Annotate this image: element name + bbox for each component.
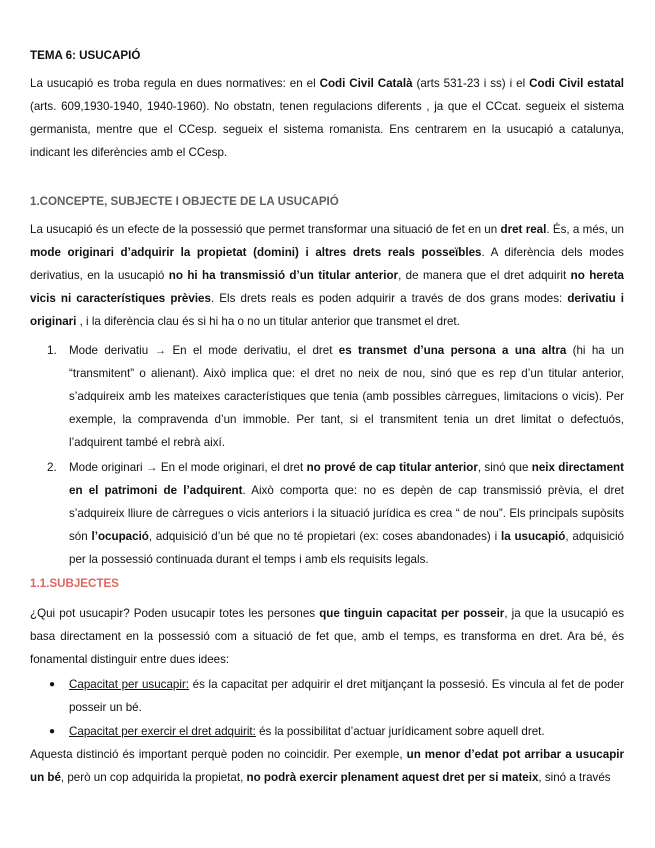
list-number-1: 1. (47, 344, 57, 357)
section-heading-1: 1.CONCEPTE, SUBJECTE I OBJECTE DE LA USUCAPIÓ (30, 195, 339, 208)
item2-text-1: Mode originari → En el mode originari, el dret (69, 461, 307, 474)
bullet1-underlined: Capacitat per usucapir: (69, 678, 190, 691)
item2-bold-2: neix directament en el patrimoni de l’adquirent (69, 461, 624, 497)
item1-text-2: (hi ha un “transmitent” o alienant). Això implica que: el dret no neix de nou, sinó que es rep d’un titular anterior, s’adquireix amb les mateixes característiques que tenia (amb possibles càrregues, limitacions o vicis). Per exemple, la compravenda d’un immoble. Per tant, si el transmitent tenia un dret limitat o defectuós, l’adquirent també el rebrà així. (69, 344, 624, 449)
concept-bold-2: mode originari d’adquirir la propietat (domini) i altres drets reals posseïbles (30, 246, 482, 259)
intro-text-2: (arts 531-23 i ss) i el (412, 77, 530, 90)
item2-text-4: , adquisició d’un bé que no té propietari (ex: coses abandonades) i (148, 530, 501, 543)
distinction-text-2: , però un cop adquirida la propietat, (60, 771, 247, 784)
item2-text-3: . Això comporta que: no es depèn de cap transmissió prèvia, el dret s’adquireix lliure de càrregues o vicis anteriors i la situació jurídica es crea “ de nou”. Els principals supòsits són (69, 484, 624, 543)
bullet1-text: és la capacitat per adquirir el dret mitjançant la possesió. Es vincula al fet de poder posseir un bé. (69, 678, 624, 714)
concept-bold-3: no hi ha transmissió d’un titular anterior (168, 269, 399, 282)
concept-text-4: , de manera que el dret adquirit (398, 269, 571, 282)
concept-bold-4: no hereta vicis ni característiques prèvies (30, 269, 624, 305)
subjects-paragraph (30, 602, 624, 671)
item1-text-1: Mode derivatiu → En el mode derivatiu, el dret (69, 344, 339, 357)
concept-text-2: . És, a més, un (546, 223, 624, 236)
bullet-item-capacity-exercir (69, 720, 624, 743)
bullet2-underlined: Capacitat per exercir el dret adquirit: (69, 725, 256, 738)
item1-bold-1: es transmet d’una persona a una altra (338, 344, 567, 357)
distinction-bold-2: no podrà exercir plenament aquest dret per si mateix (246, 771, 539, 784)
concept-text-6: , i la diferència clau és si hi ha o no un titular anterior que transmet el dret. (76, 315, 460, 328)
list-item-derivative (69, 339, 624, 454)
distinction-text-3: , sinó a través (538, 771, 611, 784)
item2-bold-3: l’ocupació (91, 530, 149, 543)
subjects-text-2: , ja que la usucapió es basa directament en la possessió com a situació de fet que, amb el temps, es transforma en dret. Ara bé, és fonamental distinguir entre dues idees: (30, 607, 624, 666)
section-heading-1-1: 1.1.SUBJECTES (30, 577, 119, 590)
distinction-paragraph (30, 743, 624, 789)
intro-text-3: (arts. 609,1930-1940, 1940-1960). No obstatn, tenen regulacions diferents , ja que el CCcat. segueix el sistema germanista, mentre que el CCesp. segueix el sistema romanista. Ens centrarem en la usucapió a catalunya, indicant les diferències amb el CCesp. (30, 100, 624, 159)
bullet-item-capacity-usucapir (69, 673, 624, 719)
item2-text-2: , sinó que (477, 461, 532, 474)
list-item-original (69, 456, 624, 571)
bullet2-text: és la possibilitat d’actuar jurídicament sobre aquell dret. (255, 725, 545, 738)
document-title: TEMA 6: USUCAPIÓ (30, 49, 141, 62)
concept-text-1: La usucapió és un efecte de la possessió que permet transformar una situació de fet en un (30, 223, 501, 236)
concept-text-5: . Els drets reals es poden adquirir a través de dos grans modes: (210, 292, 568, 305)
concept-bold-5: derivatiu i originari (30, 292, 624, 328)
intro-paragraph (30, 72, 624, 164)
concept-bold-1: dret real (500, 223, 547, 236)
distinction-text-1: Aquesta distinció és important perquè poden no coincidir. Per exemple, (30, 748, 407, 761)
subjects-bold-1: que tinguin capacitat per posseir (319, 607, 505, 620)
item2-bold-4: la usucapió (500, 530, 566, 543)
bullet-icon: ● (49, 679, 56, 690)
item2-text-5: , adquisició per la possessió continuada durant el temps i amb els requisits legals. (69, 530, 624, 566)
subjects-text-1: ¿Qui pot usucapir? Poden usucapir totes les persones (30, 607, 320, 620)
distinction-bold-1: un menor d’edat pot arribar a usucapir un bé (30, 748, 625, 784)
concept-text-3: . A diferència dels modes derivatius, en la usucapió (30, 246, 624, 282)
intro-bold-1: Codi Civil Català (319, 77, 413, 90)
bullet-icon: ● (49, 726, 56, 737)
concept-paragraph (30, 218, 624, 333)
intro-bold-2: Codi Civil estatal (529, 77, 625, 90)
intro-text-1: La usucapió es troba regula en dues normatives: en el (30, 77, 320, 90)
list-number-2: 2. (47, 461, 57, 474)
item2-bold-1: no prové de cap titular anterior (306, 461, 478, 474)
